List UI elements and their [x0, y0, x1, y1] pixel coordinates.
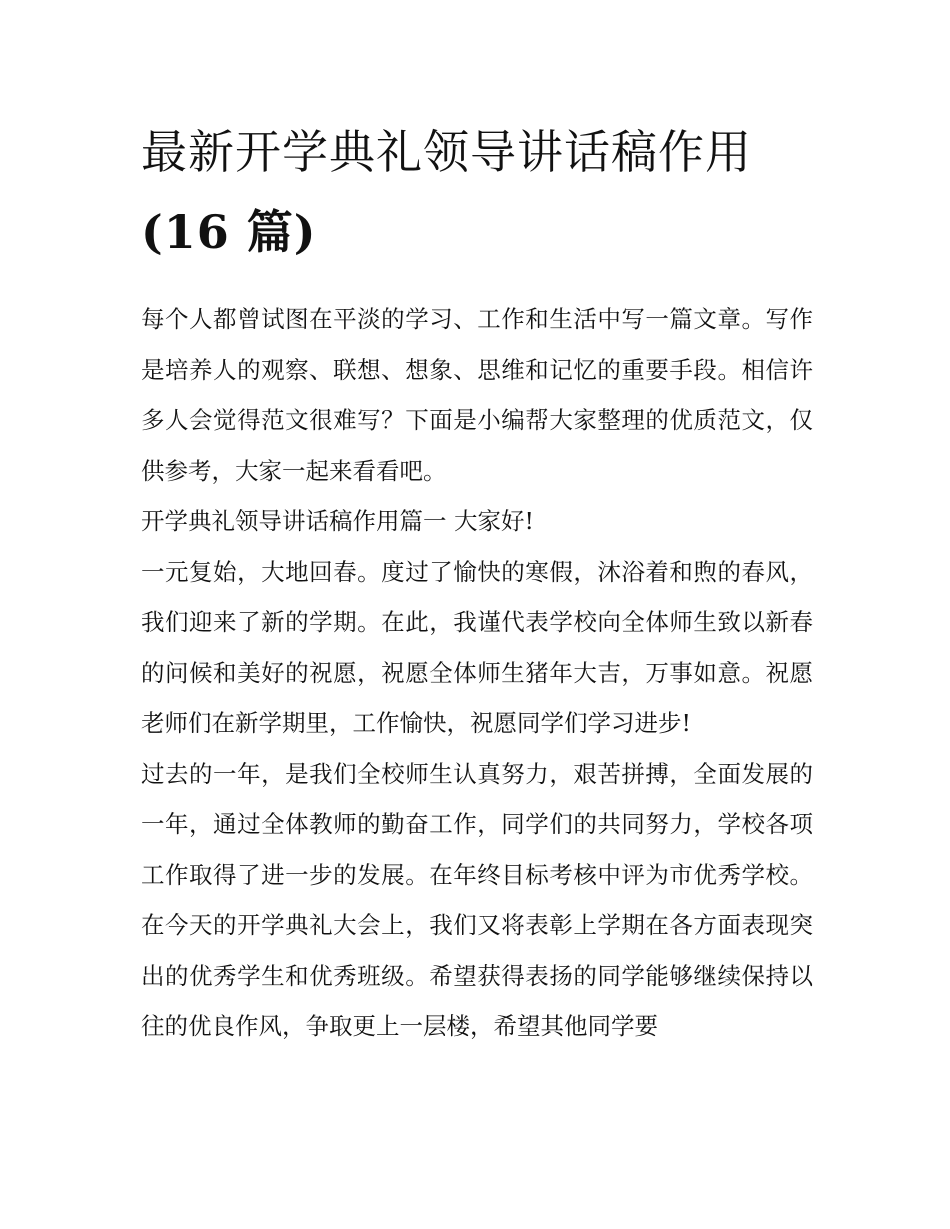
body-paragraph: 过去的一年，是我们全校师生认真努力，艰苦拼搏，全面发展的一年，通过全体教师的勤奋工作，同学们的共同努力，学校各项工作取得了进一步的发展。在年终目标考核中评为市优秀学校。在今天的开学典礼大会上，我们又将表彰上学期在各方面表现突出的优秀学生和优秀班级。希望获得表扬的同学能够继续保持以往的优良作风，争取更上一层楼，希望其他同学要: [141, 759, 813, 1040]
document-body: [141, 294, 813, 1052]
intro-paragraph: 每个人都曾试图在平淡的学习、工作和生活中写一篇文章。写作是培养人的观察、联想、想象、思维和记忆的重要手段。相信许多人会觉得范文很难写？下面是小编帮大家整理的优质范文，仅供参考，大家一起来看看吧。: [141, 305, 813, 485]
title-line-1: 最新开学典礼领导讲话稿作用: [141, 125, 752, 179]
section-heading: 开学典礼领导讲话稿作用篇一 大家好!: [141, 507, 534, 535]
document-page: [141, 112, 813, 1052]
title-line-2: (16 篇): [141, 205, 317, 259]
document-title: [141, 112, 813, 272]
body-paragraph: 一元复始，大地回春。度过了愉快的寒假，沐浴着和煦的春风，我们迎来了新的学期。在此，我谨代表学校向全体师生致以新春的问候和美好的祝愿，祝愿全体师生猪年大吉，万事如意。祝愿老师们在新学期里，工作愉快，祝愿同学们学习进步!: [141, 557, 813, 737]
